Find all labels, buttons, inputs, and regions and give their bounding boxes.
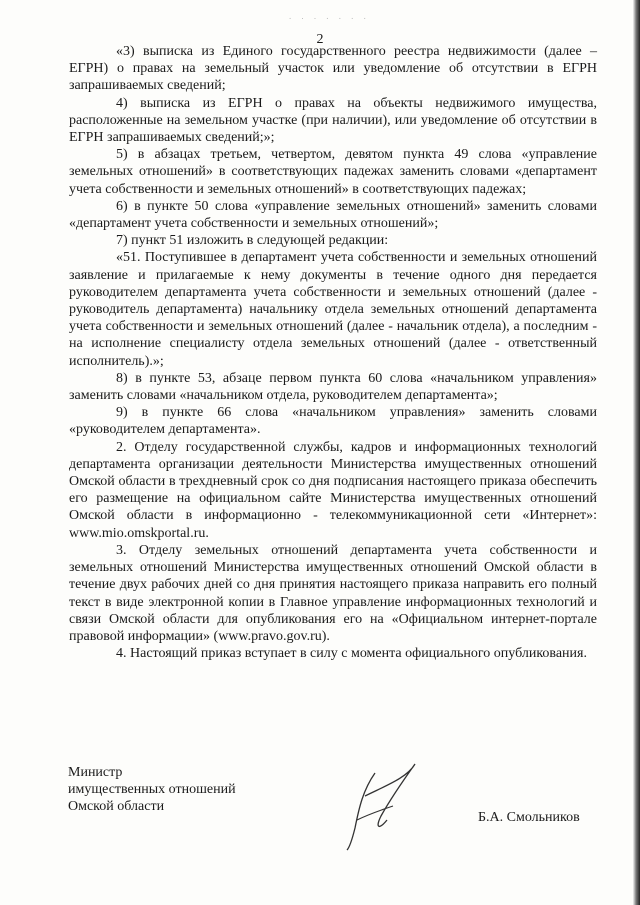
signatory-name: Б.А. Смольников xyxy=(478,810,580,825)
paragraph-item-3: «3) выписка из Единого государственного реестра недвижимости (далее – ЕГРН) о правах на земельный участок или уведомление об отсутствии в ЕГРН запрашиваемых сведений; xyxy=(69,44,597,94)
signatory-title-line: Омской области xyxy=(68,799,165,815)
paragraph-amendment-8: 8) в пункте 53, абзаце первом пункта 60 слова «начальником управления» заменить словами «начальником отдела, руководителем департамента»; xyxy=(69,370,597,404)
paragraph-order-2: 2. Отделу государственной службы, кадров и информационных технологий департамента организации деятельности Министерства имущественных отношений Омской области в трехдневный срок со дня подписания настоящего приказа обеспечить его размещение на официальном сайте Министерства имущественных отношений Омской области в информационно - телекоммуникационной сети «Интернет»: www.mio.omskportal.ru. xyxy=(69,439,597,541)
paragraph-item-4: 4) выписка из ЕГРН о правах на объекты недвижимого имущества, расположенные на земельном участке (при наличии), или уведомление об отсутствии в ЕГРН запрашиваемых сведений;»; xyxy=(69,95,597,146)
document-body xyxy=(69,43,597,662)
signatory-title-line: Министр xyxy=(68,765,123,780)
handwritten-signature xyxy=(335,758,425,853)
paragraph-amendment-5: 5) в абзацах третьем, четвертом, девятом пункта 49 слова «управление земельных отношений» в соответствующих падежах заменить словами «департамент учета собственности и земельных отношений» в соответствующих падежах; xyxy=(69,147,597,197)
paragraph-amendment-6: 6) в пункте 50 слова «управление земельных отношений» заменить словами «департамент учета собственности и земельных отношений»; xyxy=(69,198,597,232)
signatory-title xyxy=(68,764,236,816)
paragraph-order-3: 3. Отделу земельных отношений департамента учета собственности и земельных отношений Министерства имущественных отношений Омской области в течение двух рабочих дней со дня принятия настоящего приказа направить его полный текст в виде электронной копии в Главное управление информационных технологий и связи Омской области для опубликования его на «Официальном интернет-портале правовой информации» (www.pravo.gov.ru). xyxy=(69,542,597,644)
paragraph-order-4: 4. Настоящий приказ вступает в силу с момента официального опубликования. xyxy=(116,646,587,662)
scan-artifact-dots: . . . . . . . xyxy=(288,13,369,21)
paragraph-amendment-9: 9) в пункте 66 слова «начальником управления» заменить словами «руководителем департамента». xyxy=(69,405,597,438)
scan-edge xyxy=(633,0,640,905)
paragraph-new-item-51: «51. Поступившее в департамент учета собственности и земельных отношений заявление и прилагаемые к нему документы в течение одного дня передается руководителем департамента учета собственности и земельных отношений (далее - руководитель департамента) начальнику отдела земельных отношений департамента учета собственности и земельных отношений (далее - начальник отдела), а последним - на исполнение специалисту отдела земельных отношений (далее - ответственный исполнитель).»; xyxy=(69,250,597,369)
paragraph-amendment-7: 7) пункт 51 изложить в следующей редакции: xyxy=(116,233,389,249)
page-number: 2 xyxy=(316,32,324,47)
signatory-title-line: имущественных отношений xyxy=(68,782,236,798)
